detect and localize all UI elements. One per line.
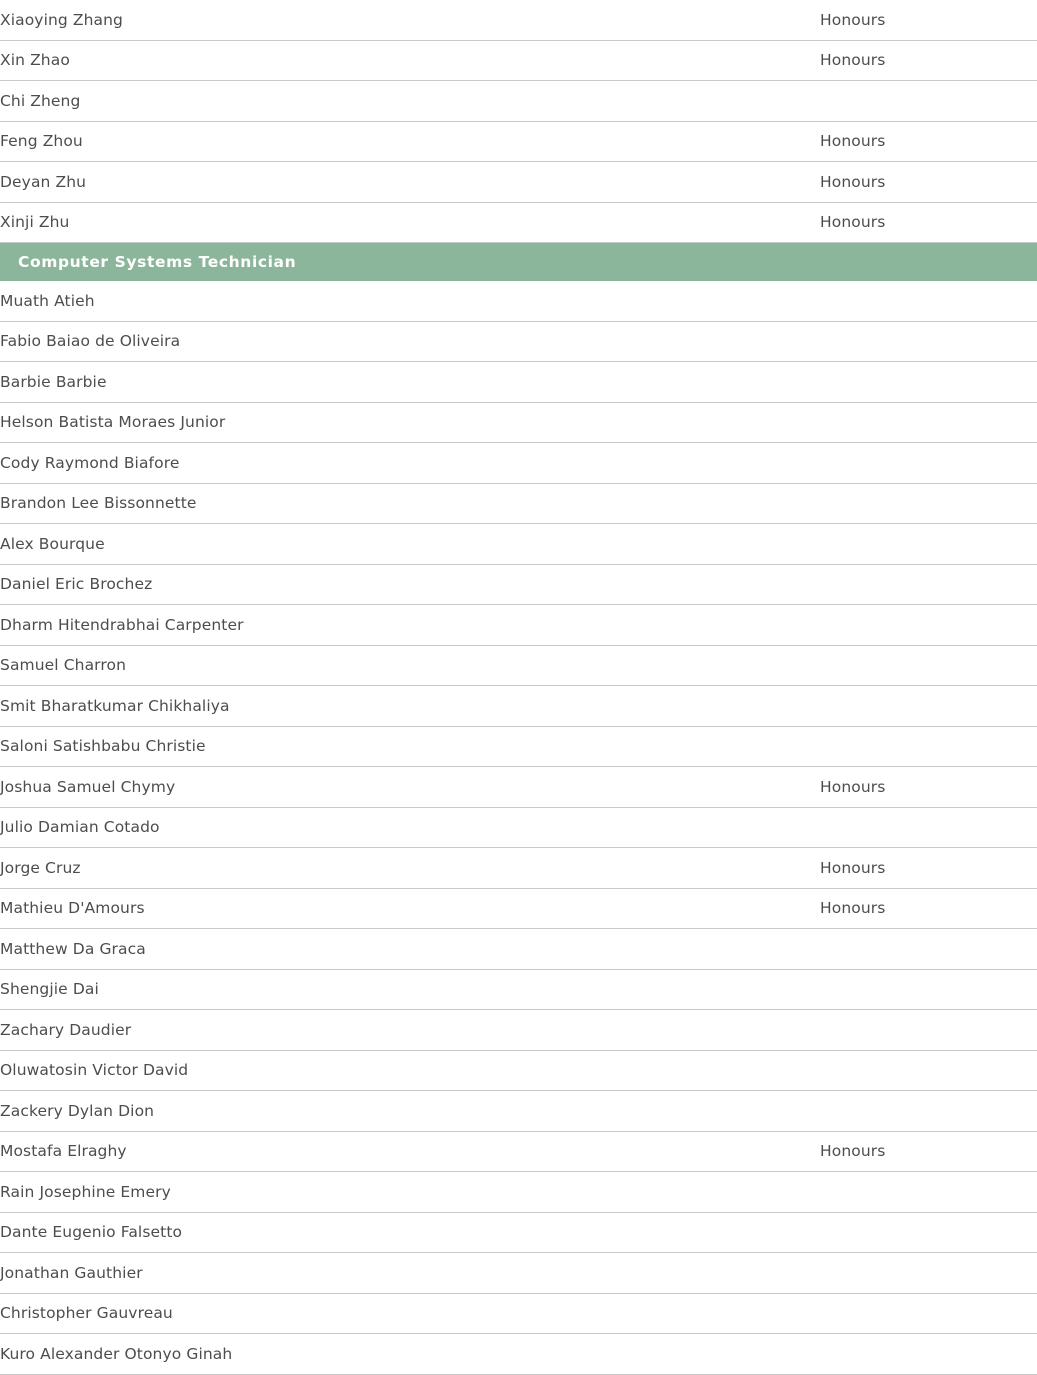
table-row [0, 0, 1037, 40]
graduate-name: Mathieu D'Amours [0, 888, 820, 929]
table-row [0, 848, 1037, 889]
honours-badge [820, 483, 1037, 524]
honours-badge [820, 524, 1037, 565]
table-row [0, 402, 1037, 443]
table-row [0, 726, 1037, 767]
section-header-cell [0, 243, 1037, 282]
honours-badge [820, 1172, 1037, 1213]
graduate-name: Dharm Hitendrabhai Carpenter [0, 605, 820, 646]
table-row [0, 321, 1037, 362]
table-row [0, 1172, 1037, 1213]
table-row [0, 1010, 1037, 1051]
honours-badge [820, 564, 1037, 605]
table-row [0, 121, 1037, 162]
graduate-name: Kuro Alexander Otonyo Ginah [0, 1334, 820, 1375]
graduate-name: Alex Bourque [0, 524, 820, 565]
graduate-name: Barbie Barbie [0, 362, 820, 403]
table-row [0, 524, 1037, 565]
graduate-name: Fabio Baiao de Oliveira [0, 321, 820, 362]
honours-badge [820, 281, 1037, 321]
graduate-name: Feng Zhou [0, 121, 820, 162]
honours-badge [820, 1334, 1037, 1375]
table-row [0, 767, 1037, 808]
honours-badge [820, 1253, 1037, 1294]
graduate-name: Shengjie Dai [0, 969, 820, 1010]
table-row [0, 969, 1037, 1010]
honours-badge [820, 443, 1037, 484]
honours-badge: Honours [820, 202, 1037, 243]
table-row [0, 929, 1037, 970]
honours-badge: Honours [820, 0, 1037, 40]
graduate-name: Zachary Daudier [0, 1010, 820, 1051]
table-row [0, 564, 1037, 605]
graduate-name: Xiaoying Zhang [0, 0, 820, 40]
graduate-name: Zackery Dylan Dion [0, 1091, 820, 1132]
honours-badge [820, 645, 1037, 686]
graduate-name: Xin Zhao [0, 40, 820, 81]
honours-badge [820, 807, 1037, 848]
table-row [0, 807, 1037, 848]
graduate-name: Cody Raymond Biafore [0, 443, 820, 484]
table-row [0, 40, 1037, 81]
honours-badge: Honours [820, 1131, 1037, 1172]
table-row [0, 1293, 1037, 1334]
graduate-name: Joshua Samuel Chymy [0, 767, 820, 808]
honours-badge [820, 726, 1037, 767]
honours-badge: Honours [820, 162, 1037, 203]
honours-badge [820, 686, 1037, 727]
table-row [0, 443, 1037, 484]
graduate-name: Helson Batista Moraes Junior [0, 402, 820, 443]
table-row [0, 1050, 1037, 1091]
section-title: Computer Systems Technician [18, 253, 297, 271]
graduate-name: Matthew Da Graca [0, 929, 820, 970]
table-row [0, 888, 1037, 929]
honours-badge [820, 321, 1037, 362]
honours-badge [820, 1050, 1037, 1091]
honours-badge [820, 362, 1037, 403]
honours-badge [820, 81, 1037, 122]
graduate-name: Deyan Zhu [0, 162, 820, 203]
graduate-name: Rain Josephine Emery [0, 1172, 820, 1213]
honours-badge [820, 1091, 1037, 1132]
graduate-name: Muath Atieh [0, 281, 820, 321]
graduate-name: Jonathan Gauthier [0, 1253, 820, 1294]
table-row [0, 202, 1037, 243]
honours-badge [820, 969, 1037, 1010]
table-row [0, 686, 1037, 727]
graduate-name: Julio Damian Cotado [0, 807, 820, 848]
graduate-name: Christopher Gauvreau [0, 1293, 820, 1334]
graduate-name: Xinji Zhu [0, 202, 820, 243]
honours-badge: Honours [820, 121, 1037, 162]
graduate-name: Oluwatosin Victor David [0, 1050, 820, 1091]
graduate-name: Saloni Satishbabu Christie [0, 726, 820, 767]
table-row [0, 1334, 1037, 1375]
graduate-name: Dante Eugenio Falsetto [0, 1212, 820, 1253]
table-row [0, 162, 1037, 203]
graduate-name: Brandon Lee Bissonnette [0, 483, 820, 524]
honours-badge [820, 929, 1037, 970]
table-row [0, 645, 1037, 686]
graduate-name: Smit Bharatkumar Chikhaliya [0, 686, 820, 727]
table-row [0, 605, 1037, 646]
graduate-name: Samuel Charron [0, 645, 820, 686]
honours-badge [820, 1293, 1037, 1334]
table-row [0, 1091, 1037, 1132]
graduate-name: Mostafa Elraghy [0, 1131, 820, 1172]
table-row [0, 483, 1037, 524]
section-header-row [0, 243, 1037, 282]
honours-badge [820, 605, 1037, 646]
table-row [0, 81, 1037, 122]
honours-badge: Honours [820, 767, 1037, 808]
table-row [0, 1253, 1037, 1294]
table-row [0, 362, 1037, 403]
honours-badge [820, 1010, 1037, 1051]
table-row [0, 1212, 1037, 1253]
table-row [0, 281, 1037, 321]
graduate-name: Jorge Cruz [0, 848, 820, 889]
honours-badge: Honours [820, 40, 1037, 81]
table-row [0, 1131, 1037, 1172]
honours-badge: Honours [820, 888, 1037, 929]
honours-badge: Honours [820, 848, 1037, 889]
graduate-name: Chi Zheng [0, 81, 820, 122]
honours-badge [820, 1212, 1037, 1253]
graduate-name: Daniel Eric Brochez [0, 564, 820, 605]
honours-badge [820, 402, 1037, 443]
